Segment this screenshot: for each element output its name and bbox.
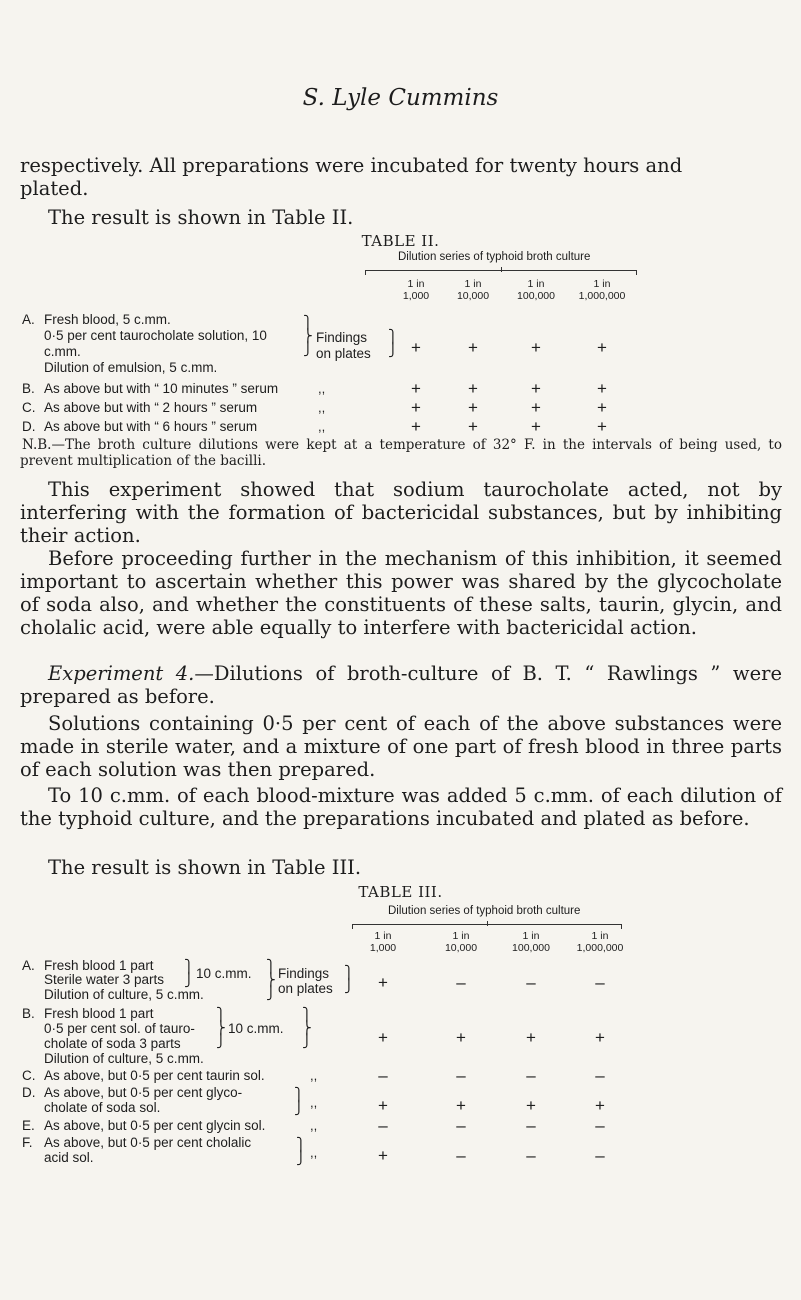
paragraph-glycocholate: Before proceeding further in the mechanism of this inhibition, it seemed important to ascertain whether this power was shared by the glycocholate of soda also, and whether the constituents of these salts, taurin, glycin, and cholalic acid, were able equally to interfere with bactericidal action. (20, 547, 782, 639)
table3-row-e-result-4: – (595, 1116, 605, 1135)
table3-findings-label-1: Findings (278, 966, 330, 981)
table3-row-b-brace: ⎫ ⎬ ⎭ (302, 1007, 312, 1048)
table2-dilution-1: 1 in 1,000 (402, 278, 430, 302)
table3-row-c-result-4: – (595, 1066, 605, 1085)
table2-row-c-result-2: + (468, 398, 478, 417)
table2-row-d-letter: D. (22, 419, 36, 434)
table2-row-a-result-2: + (468, 338, 478, 357)
table2-findings-label-1: Findings (316, 330, 368, 345)
table2-dilution-4: 1 in 1,000,000 (578, 278, 626, 302)
table3-row-c-result-3: – (526, 1066, 536, 1085)
table3-row-b-amount: 10 c.mm. (228, 1021, 284, 1036)
table3-row-c-line-1: As above, but 0·5 per cent taurin sol. (44, 1068, 265, 1083)
table3-row-b-letter: B. (22, 1006, 35, 1021)
paragraph-conclusion: This experiment showed that sodium taurocholate acted, not by interfering with the formation of bactericidal substances, but by inhibiting their action. (20, 478, 782, 547)
table3-row-b-line-1: Fresh blood 1 part (44, 1006, 154, 1021)
table2-row-b-result-4: + (597, 379, 607, 398)
running-head: S. Lyle Cummins (302, 85, 499, 111)
table3-row-e-letter: E. (22, 1118, 35, 1133)
table2-row-b-result-3: + (531, 379, 541, 398)
table3-row-f-result-4: – (595, 1146, 605, 1165)
table2-dilution-3: 1 in 100,000 (517, 278, 555, 302)
table2-column-brace (365, 270, 637, 271)
table3-row-f-ditto: ,, (310, 1145, 318, 1160)
table2-row-b-result-2: + (468, 379, 478, 398)
table3-row-d-ditto: ,, (310, 1095, 318, 1110)
table2-row-d-line-1: As above but with “ 6 hours ” serum (44, 419, 258, 434)
table2-row-a-line-4: Dilution of emulsion, 5 c.mm. (44, 360, 218, 375)
table3-row-d-brace: ⎫ ⎭ (294, 1087, 304, 1115)
table2-row-a-result-4: + (597, 338, 607, 357)
table3-row-f-line-1: As above, but 0·5 per cent cholalic (44, 1135, 252, 1150)
table3-row-a-amount: 10 c.mm. (196, 966, 252, 981)
table3-row-e-result-1: – (378, 1116, 388, 1135)
table2-row-d-result-3: + (531, 417, 541, 436)
table3-row-e-line-1: As above, but 0·5 per cent glycin sol. (44, 1118, 266, 1133)
table3-row-f-result-2: – (456, 1146, 466, 1165)
table3-row-b-result-2: + (456, 1028, 466, 1047)
experiment-4-text: —Dilutions of broth-culture of B. T. “ Rawlings ” were prepared as before. (20, 662, 782, 708)
table2-dilution-2: 1 in 10,000 (456, 278, 490, 302)
table2-note: N.B.—The broth culture dilutions were kept at a temperature of 32° F. in the intervals of being used, to prevent multiplication of the bacilli. (20, 437, 782, 469)
table2-row-a-letter: A. (22, 312, 35, 327)
intro-line-2: plated. (20, 177, 89, 200)
table2-title: TABLE II. (361, 232, 440, 250)
table3-row-c-result-2: – (456, 1066, 466, 1085)
table2-row-b-line-1: As above but with “ 10 minutes ” serum (44, 381, 279, 396)
table2-row-c-result-4: + (597, 398, 607, 417)
table3-row-f-line-2: acid sol. (44, 1150, 94, 1165)
table3-row-a-line-3: Dilution of culture, 5 c.mm. (44, 987, 204, 1002)
table3-row-a-result-3: – (526, 973, 536, 992)
table3-row-d-result-3: + (526, 1096, 536, 1115)
table3-row-a-line-1: Fresh blood 1 part (44, 958, 154, 973)
table3-row-f-result-3: – (526, 1146, 536, 1165)
table3-row-e-ditto: ,, (310, 1118, 318, 1133)
table3-findings-label-2: on plates (278, 981, 333, 996)
table3-row-e-result-2: – (456, 1116, 466, 1135)
table2-row-a-brace: ⎫ ⎬ ⎭ (303, 315, 313, 356)
experiment-4-label: Experiment 4. (48, 662, 195, 685)
table2-row-d-ditto: ,, (318, 419, 326, 434)
table2-row-c-line-1: As above but with “ 2 hours ” serum (44, 400, 258, 415)
table3-row-c-ditto: ,, (310, 1068, 318, 1083)
table3-row-d-line-1: As above, but 0·5 per cent glyco- (44, 1085, 243, 1100)
table3-row-f-letter: F. (22, 1135, 33, 1150)
table3-findings-brace: ⎫ ⎭ (344, 965, 354, 993)
table3-dilution-3: 1 in 100,000 (512, 930, 550, 954)
table3-row-b-parts-brace: ⎫ ⎬ ⎭ (216, 1007, 226, 1048)
table2-row-a-line-2: 0·5 per cent taurocholate solution, 10 (44, 328, 267, 343)
table3-row-a-letter: A. (22, 958, 35, 973)
table3-row-c-letter: C. (22, 1068, 36, 1083)
table3-title: TABLE III. (358, 883, 443, 901)
table3-row-a-result-1: + (378, 973, 388, 992)
table2-row-c-ditto: ,, (318, 400, 326, 415)
paragraph-experiment-4 (20, 662, 782, 708)
table3-row-a-parts-brace: ⎫ ⎭ (184, 959, 194, 987)
table3-row-d-result-2: + (456, 1096, 466, 1115)
table3-row-b-result-1: + (378, 1028, 388, 1047)
table2-row-d-result-2: + (468, 417, 478, 436)
table3-row-a-result-4: – (595, 973, 605, 992)
table2-row-b-letter: B. (22, 381, 35, 396)
table3-row-a-brace: ⎫ ⎬ ⎭ (266, 959, 276, 1000)
table3-column-brace (352, 924, 622, 925)
table2-row-c-result-3: + (531, 398, 541, 417)
table3-row-d-letter: D. (22, 1085, 36, 1100)
table2-series-heading: Dilution series of typhoid broth culture (398, 251, 591, 263)
table2-row-b-ditto: ,, (318, 381, 326, 396)
table2-findings-label-2: on plates (316, 346, 371, 361)
intro-line-1: respectively. All preparations were incubated for twenty hours and (20, 154, 683, 177)
table2-row-a-line-1: Fresh blood, 5 c.mm. (44, 312, 171, 327)
table3-row-d-result-4: + (595, 1096, 605, 1115)
table3-row-b-line-2: 0·5 per cent sol. of tauro- (44, 1021, 195, 1036)
table2-row-a-line-3: c.mm. (44, 344, 81, 359)
table2-row-d-result-4: + (597, 417, 607, 436)
table2-intro: The result is shown in Table II. (48, 206, 354, 229)
table3-row-e-result-3: – (526, 1116, 536, 1135)
table2-row-c-letter: C. (22, 400, 36, 415)
table2-row-b-result-1: + (411, 379, 421, 398)
table2-row-a-result-3: + (531, 338, 541, 357)
table3-row-d-line-2: cholate of soda sol. (44, 1100, 161, 1115)
table3-row-c-result-1: – (378, 1066, 388, 1085)
table3-dilution-1: 1 in 1,000 (369, 930, 397, 954)
table3-row-f-brace: ⎫ ⎭ (296, 1137, 306, 1165)
table3-series-heading: Dilution series of typhoid broth culture (388, 905, 581, 917)
paragraph-to-10: To 10 c.mm. of each blood-mixture was added 5 c.mm. of each dilution of the typhoid culture, and the preparations incubated and plated as before. (20, 784, 782, 830)
table3-row-b-result-4: + (595, 1028, 605, 1047)
table3-row-a-line-2: Sterile water 3 parts (44, 972, 165, 987)
table3-intro: The result is shown in Table III. (48, 856, 362, 879)
table3-row-b-line-3: cholate of soda 3 parts (44, 1036, 181, 1051)
table3-row-b-result-3: + (526, 1028, 536, 1047)
table3-dilution-2: 1 in 10,000 (444, 930, 478, 954)
table3-dilution-4: 1 in 1,000,000 (576, 930, 624, 954)
table3-row-a-result-2: – (456, 973, 466, 992)
table3-row-d-result-1: + (378, 1096, 388, 1115)
paragraph-solutions: Solutions containing 0·5 per cent of each of the above substances were made in sterile water, and a mixture of one part of fresh blood in three parts of each solution was then prepared. (20, 712, 782, 781)
table3-row-b-line-4: Dilution of culture, 5 c.mm. (44, 1051, 204, 1066)
table2-row-c-result-1: + (411, 398, 421, 417)
table2-row-a-result-1: + (411, 338, 421, 357)
table2-row-d-result-1: + (411, 417, 421, 436)
table3-row-f-result-1: + (378, 1146, 388, 1165)
table2-findings-brace: ⎫ ⎭ (388, 329, 398, 357)
